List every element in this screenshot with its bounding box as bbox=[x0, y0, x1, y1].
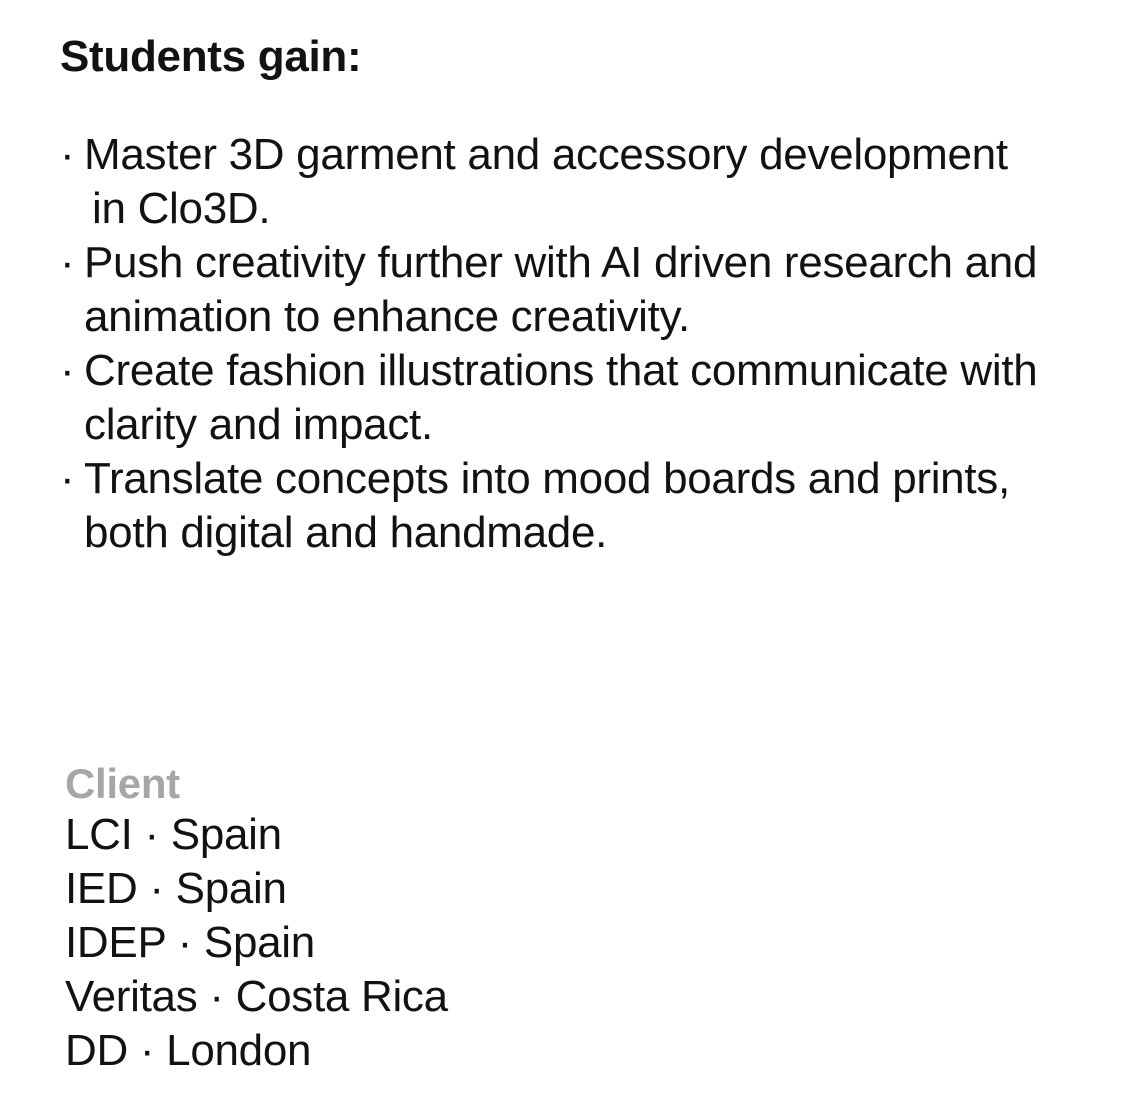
client-label: Client bbox=[65, 760, 180, 807]
bullet-marker: · bbox=[60, 238, 75, 287]
list-item-line-1: Master 3D garment and accessory development bbox=[84, 130, 1008, 179]
list-item bbox=[60, 452, 1105, 560]
client-row: Veritas · Costa Rica bbox=[65, 972, 448, 1021]
client-section bbox=[65, 760, 1105, 1078]
bullet-marker: · bbox=[60, 454, 75, 503]
list-item-line-2: animation to enhance creativity. bbox=[84, 292, 690, 341]
list-item-line-1: Translate concepts into mood boards and prints, bbox=[84, 454, 1010, 503]
client-row: IED · Spain bbox=[65, 864, 287, 913]
bullet-marker: · bbox=[60, 130, 75, 179]
list-item bbox=[60, 128, 1105, 236]
list-item-line-2: both digital and handmade. bbox=[84, 508, 608, 557]
client-row: IDEP · Spain bbox=[65, 918, 315, 967]
page-title: Students gain: bbox=[60, 32, 362, 81]
list-item-line-2: in Clo3D. bbox=[92, 184, 271, 233]
list-item-line-2: clarity and impact. bbox=[84, 400, 433, 449]
client-row: LCI · Spain bbox=[65, 810, 282, 859]
students-gain-list bbox=[60, 128, 1105, 560]
client-row: DD · London bbox=[65, 1026, 312, 1075]
list-item bbox=[60, 344, 1105, 452]
bullet-marker: · bbox=[60, 346, 75, 395]
list-item-line-1: Push creativity further with AI driven research and bbox=[84, 238, 1038, 287]
list-item-line-1: Create fashion illustrations that communicate with bbox=[84, 346, 1038, 395]
list-item bbox=[60, 236, 1105, 344]
